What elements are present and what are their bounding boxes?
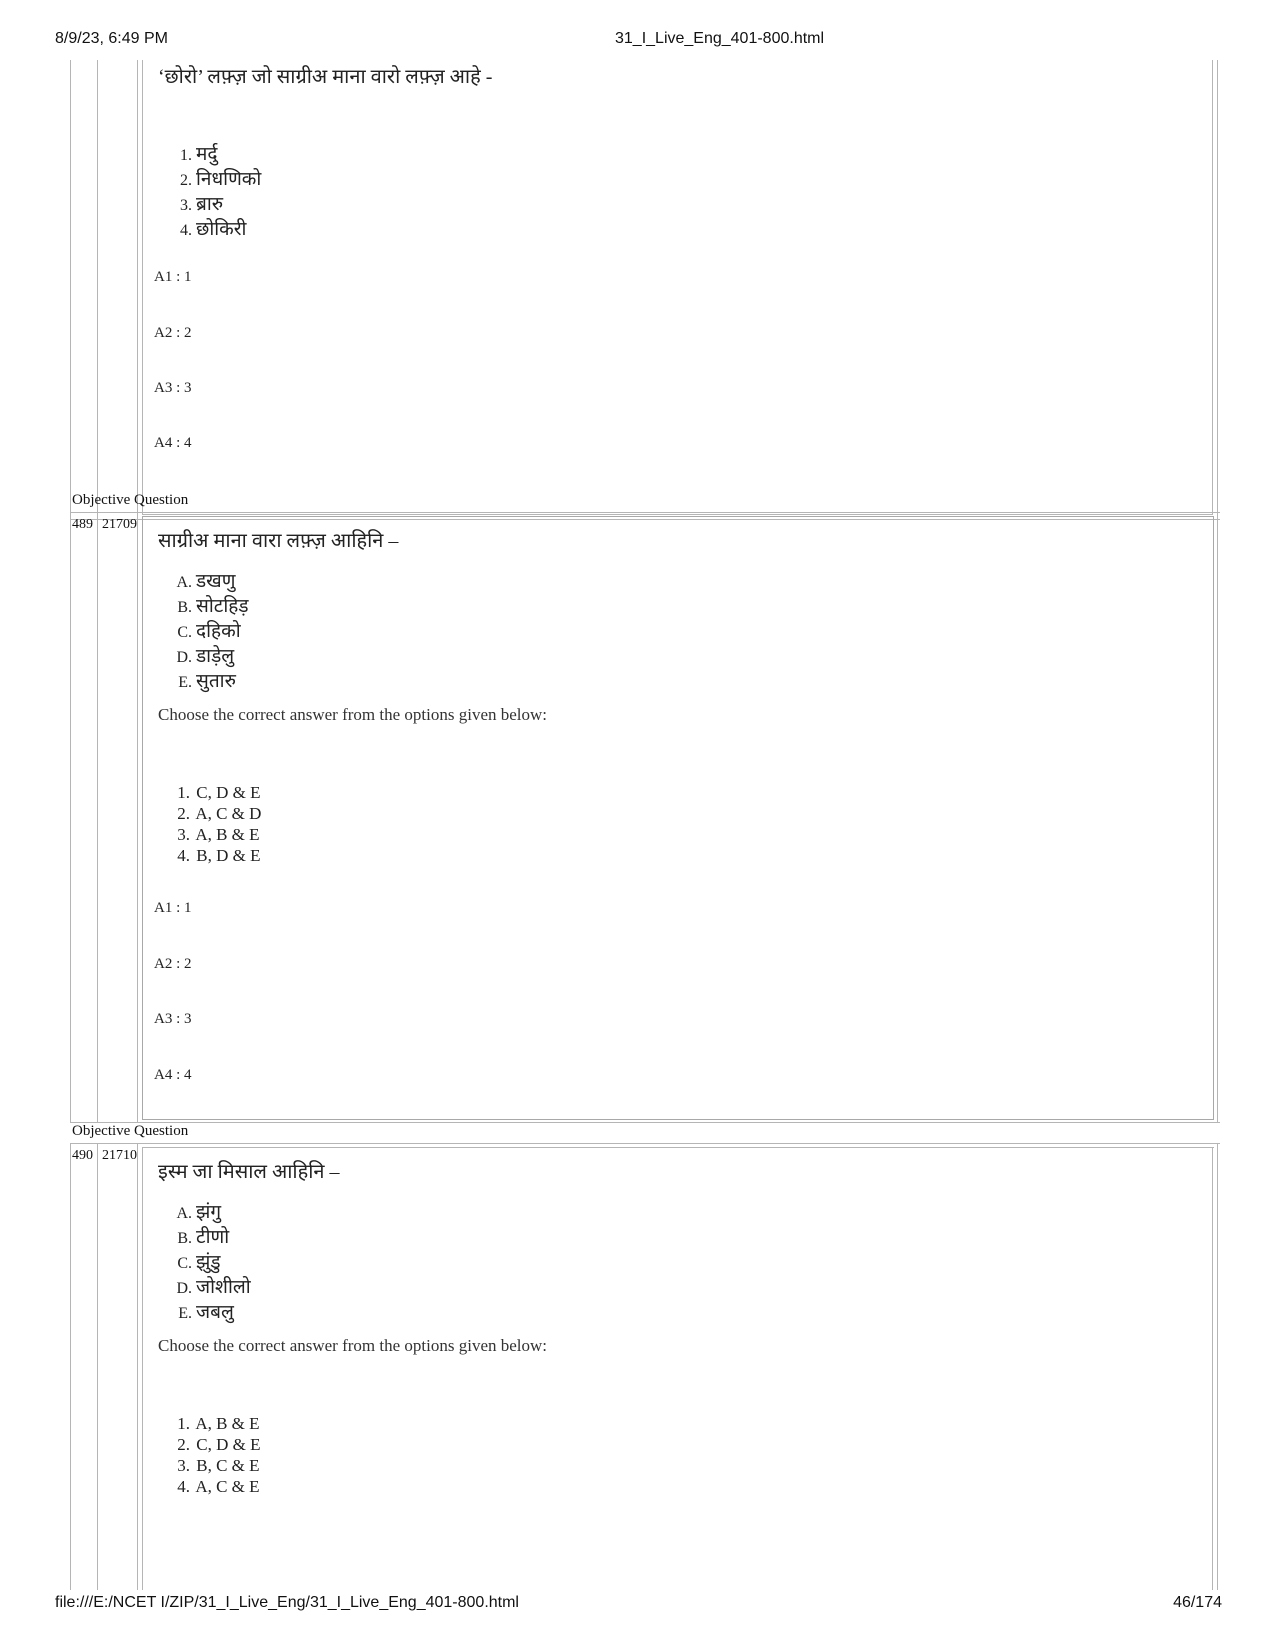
q489-text: साग्रीअ माना वारा लफ़्ज़ आहिनि – (158, 530, 399, 552)
q489-id: 21709 (102, 517, 137, 532)
q488-answer-2: A2 : 2 (154, 325, 192, 341)
q489-answer-3: A3 : 3 (154, 1011, 192, 1027)
q489-section-label: Objective Question (72, 492, 189, 508)
q488-answer-4: A4 : 4 (154, 435, 192, 451)
q489-answer-2: A2 : 2 (154, 956, 192, 972)
q488-answer-1: A1 : 1 (154, 269, 192, 285)
q490-item: D. जोशीलो (176, 1277, 251, 1298)
q490-item: C. झुंडु (177, 1252, 221, 1273)
q489-item: E. सुतारु (178, 671, 236, 692)
q490-id: 21710 (102, 1148, 137, 1163)
q488-options (170, 143, 261, 243)
q490-option: 4. A, C & E (177, 1477, 260, 1496)
q490-items (170, 1201, 251, 1326)
q490-option: 3. B, C & E (177, 1456, 260, 1475)
q490-instruction: Choose the correct answer from the options given below: (158, 1336, 548, 1355)
q489-item: D. डाड़ेलु (176, 646, 235, 667)
q489-instruction: Choose the correct answer from the options given below: (158, 705, 548, 724)
q489-option: 1. C, D & E (177, 783, 261, 802)
q490-item: E. जबलु (178, 1302, 234, 1323)
q490-option: 1. A, B & E (177, 1414, 260, 1433)
q488-option: 1. मर्दु (180, 144, 218, 165)
q489-option: 4. B, D & E (177, 846, 261, 865)
q489-number: 489 (72, 517, 93, 532)
q489-answer-1: A1 : 1 (154, 900, 192, 916)
q489-item: C. दहिको (177, 621, 241, 642)
print-page-number: 46/174 (1173, 1594, 1222, 1611)
q489-item: A. डखणु (176, 571, 236, 592)
q490-number: 490 (72, 1148, 93, 1163)
q489-item: B. सोटहिड़ (177, 596, 249, 617)
print-title: 31_I_Live_Eng_401-800.html (615, 30, 825, 47)
q488-text: ‘छोरो’ लफ़्ज़ जो साग्रीअ माना वारो लफ़्ज़ आहे - (158, 66, 493, 88)
q490-item: A. झंगु (176, 1202, 222, 1223)
q489-answer-4: A4 : 4 (154, 1067, 192, 1083)
q489-option: 3. A, B & E (177, 825, 260, 844)
q488-option: 4. छोकिरी (180, 219, 247, 240)
print-file-path: file:///E:/NCET I/ZIP/31_I_Live_Eng/31_I_Live_Eng_401-800.html (55, 1594, 519, 1611)
q488-option: 2. निधणिको (180, 169, 262, 190)
print-datetime: 8/9/23, 6:49 PM (55, 30, 168, 47)
q489-options (170, 782, 261, 866)
q490-item: B. टीणो (177, 1227, 230, 1248)
q489-items (170, 570, 249, 695)
q488-answer-3: A3 : 3 (154, 380, 192, 396)
q490-section-label: Objective Question (72, 1123, 189, 1139)
q490-text: इस्म जा मिसाल आहिनि – (158, 1161, 340, 1183)
q489-option: 2. A, C & D (177, 804, 262, 823)
q490-options (170, 1413, 260, 1497)
q488-option: 3. ब्रारु (180, 194, 224, 215)
q490-option: 2. C, D & E (177, 1435, 261, 1454)
question-table (70, 60, 1220, 1590)
